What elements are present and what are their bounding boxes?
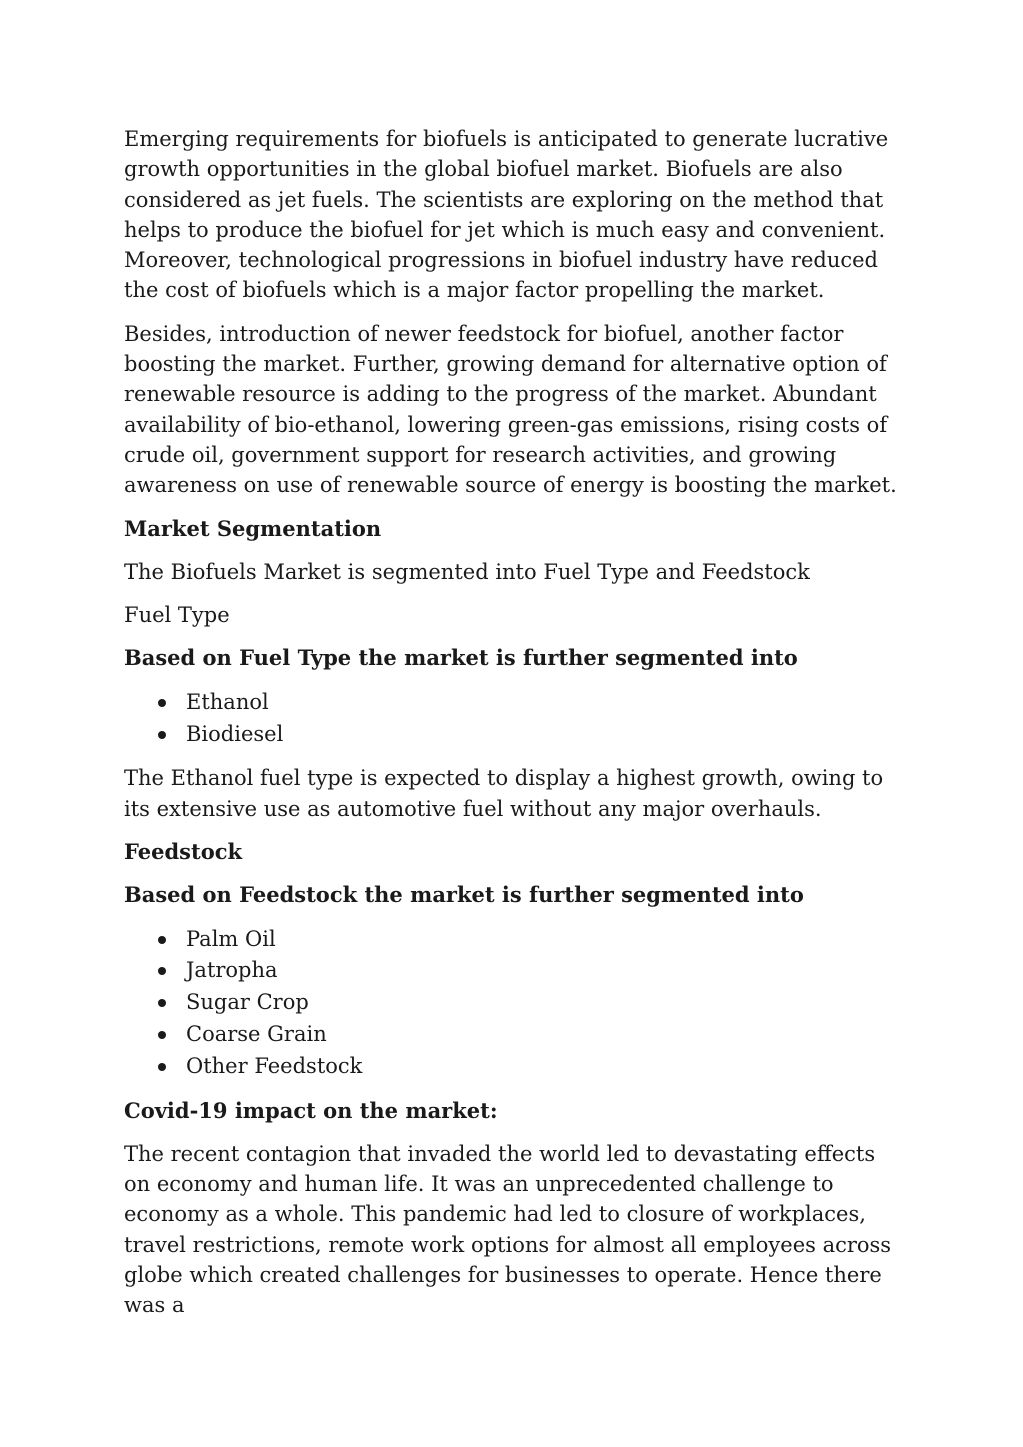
- fuel-type-label: Fuel Type: [124, 603, 230, 628]
- segmentation-intro: The Biofuels Market is segmented into Fuel Type and Feedstock: [124, 559, 810, 584]
- feedstock-heading: Feedstock: [124, 838, 243, 864]
- intro-paragraph: Emerging requirements for biofuels is anticipated to generate lucrative growth opportunities in the global biofuel market. Biofuels are also considered as jet fuels. The scientists are exploring on the method that helps to produce the biofuel for jet which is much easy and convenient. Moreover, technological progressions in biofuel industry have reduced the cost of biofuels which is a major factor propelling the market.: [124, 127, 889, 303]
- drivers-paragraph: Besides, introduction of newer feedstock for biofuel, another factor boosting the market. Further, growing demand for alternative option of renewable resource is adding to the progress of the market. Abundant availability of bio-ethanol, lowering green-gas emissions, rising costs of crude oil, government support for research activities, and growing awareness on use of renewable source of energy is boosting the market.: [124, 321, 897, 498]
- list-item: Other Feedstock: [124, 1051, 900, 1083]
- list-item: Ethanol: [124, 687, 900, 719]
- covid-heading: Covid-19 impact on the market:: [124, 1097, 498, 1123]
- covid-paragraph: The recent contagion that invaded the world led to devastating effects on economy and human life. It was an unprecedented challenge to economy as a whole. This pandemic had led to closure of workplaces, travel restrictions, remote work options for almost all employees across globe which created challenges for businesses to operate. Hence there was a: [124, 1141, 892, 1318]
- market-segmentation-heading: Market Segmentation: [124, 515, 382, 541]
- list-item: Jatropha: [124, 955, 900, 987]
- ethanol-note: The Ethanol fuel type is expected to display a highest growth, owing to its extensive use as automotive fuel without any major overhauls.: [124, 766, 884, 821]
- list-item: Biodiesel: [124, 719, 900, 751]
- list-item: Sugar Crop: [124, 987, 900, 1019]
- feedstock-segments-heading: Based on Feedstock the market is further segmented into: [124, 882, 804, 908]
- list-item: Palm Oil: [124, 924, 900, 956]
- list-item: Coarse Grain: [124, 1019, 900, 1051]
- feedstock-list: [124, 924, 900, 1083]
- fuel-type-heading: Based on Fuel Type the market is further segmented into: [124, 645, 798, 671]
- document-page: [124, 124, 900, 1334]
- fuel-type-list: [124, 687, 900, 751]
